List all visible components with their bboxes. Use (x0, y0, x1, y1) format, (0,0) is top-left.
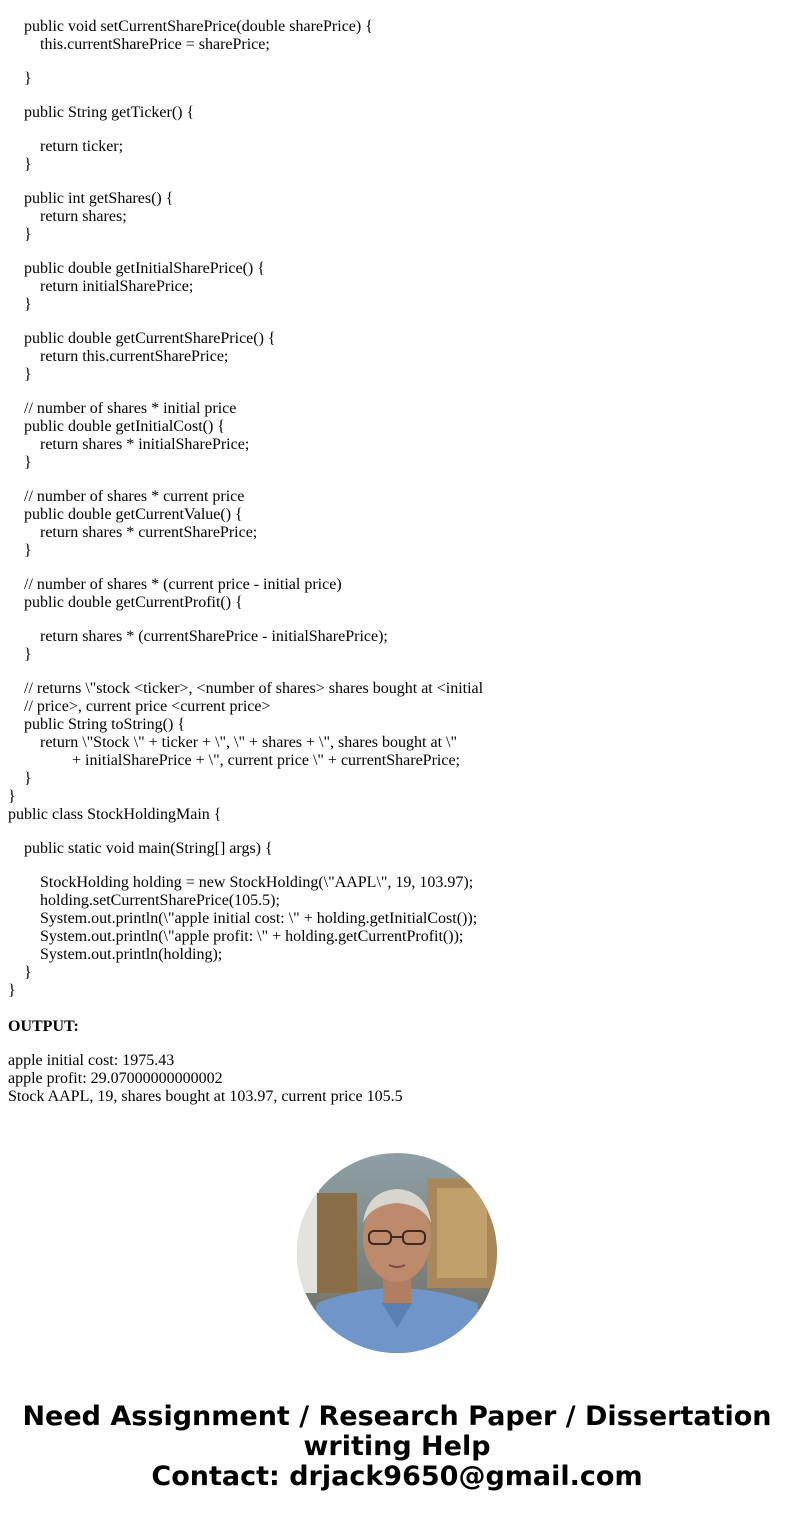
code-line: public double getInitialCost() { (8, 418, 225, 435)
code-line: } (8, 454, 32, 471)
code-line: public class StockHoldingMain { (8, 806, 222, 823)
author-photo (297, 1153, 497, 1353)
output-block (8, 1052, 403, 1106)
code-line (8, 612, 483, 628)
code-line (8, 384, 483, 400)
code-line: System.out.println(\"apple initial cost: \" + holding.getInitialCost()); (8, 910, 478, 927)
code-line (8, 174, 483, 190)
code-line (8, 2, 483, 18)
code-line (8, 664, 483, 680)
code-line: return shares * currentSharePrice; (8, 524, 258, 541)
code-line: return ticker; (8, 138, 124, 155)
code-line: } (8, 156, 32, 173)
code-line: } (8, 70, 32, 87)
promo-line-2: writing Help (303, 1431, 491, 1462)
code-line (8, 472, 483, 488)
code-line: } (8, 366, 32, 383)
code-line: } (8, 788, 16, 805)
author-avatar (297, 1153, 497, 1353)
promo-banner (0, 1402, 794, 1492)
code-line: System.out.println(\"apple profit: \" + holding.getCurrentProfit()); (8, 928, 464, 945)
code-line (8, 858, 483, 874)
code-line: } (8, 964, 32, 981)
code-line (8, 824, 483, 840)
code-line: System.out.println(holding); (8, 946, 223, 963)
code-line: public static void main(String[] args) { (8, 840, 273, 857)
code-line: // price>, current price <current price> (8, 698, 271, 715)
code-line: return shares * (currentSharePrice - initialSharePrice); (8, 628, 388, 645)
code-line: holding.setCurrentSharePrice(105.5); (8, 892, 280, 909)
code-line: // returns \"stock <ticker>, <number of shares> shares bought at <initial (8, 680, 484, 697)
code-line (8, 54, 483, 70)
code-line: return shares * initialSharePrice; (8, 436, 250, 453)
code-line (8, 88, 483, 104)
code-line: // number of shares * initial price (8, 400, 237, 417)
code-line: public double getInitialSharePrice() { (8, 260, 265, 277)
code-line: public double getCurrentValue() { (8, 506, 243, 523)
code-line (8, 122, 483, 138)
code-line: + initialSharePrice + \", current price \" + currentSharePrice; (8, 752, 460, 769)
output-line: apple profit: 29.07000000000002 (8, 1070, 223, 1087)
code-line: } (8, 226, 32, 243)
code-line: } (8, 296, 32, 313)
promo-line-1: Need Assignment / Research Paper / Dissertation (22, 1401, 772, 1432)
code-line: return this.currentSharePrice; (8, 348, 229, 365)
code-line: public double getCurrentSharePrice() { (8, 330, 276, 347)
code-line: public double getCurrentProfit() { (8, 594, 243, 611)
code-line: return shares; (8, 208, 127, 225)
code-line: return \"Stock \" + ticker + \", \" + shares + \", shares bought at \" (8, 734, 457, 751)
code-line: this.currentSharePrice = sharePrice; (8, 36, 270, 53)
code-line: public String toString() { (8, 716, 186, 733)
code-line (8, 314, 483, 330)
code-block (8, 0, 483, 1000)
code-line (8, 560, 483, 576)
code-line: // number of shares * (current price - initial price) (8, 576, 342, 593)
code-line: } (8, 982, 16, 999)
code-line: public String getTicker() { (8, 104, 195, 121)
output-line: Stock AAPL, 19, shares bought at 103.97, current price 105.5 (8, 1088, 403, 1105)
code-line: } (8, 646, 32, 663)
code-line: } (8, 542, 32, 559)
code-line: StockHolding holding = new StockHolding(\"AAPL\", 19, 103.97); (8, 874, 474, 891)
code-line: public int getShares() { (8, 190, 174, 207)
code-line: } (8, 770, 32, 787)
code-line: return initialSharePrice; (8, 278, 194, 295)
output-heading: OUTPUT: (8, 1018, 79, 1035)
code-line: public void setCurrentSharePrice(double sharePrice) { (8, 18, 373, 35)
code-line (8, 244, 483, 260)
promo-line-3: Contact: drjack9650@gmail.com (151, 1461, 643, 1492)
code-line: // number of shares * current price (8, 488, 245, 505)
output-line: apple initial cost: 1975.43 (8, 1052, 175, 1069)
